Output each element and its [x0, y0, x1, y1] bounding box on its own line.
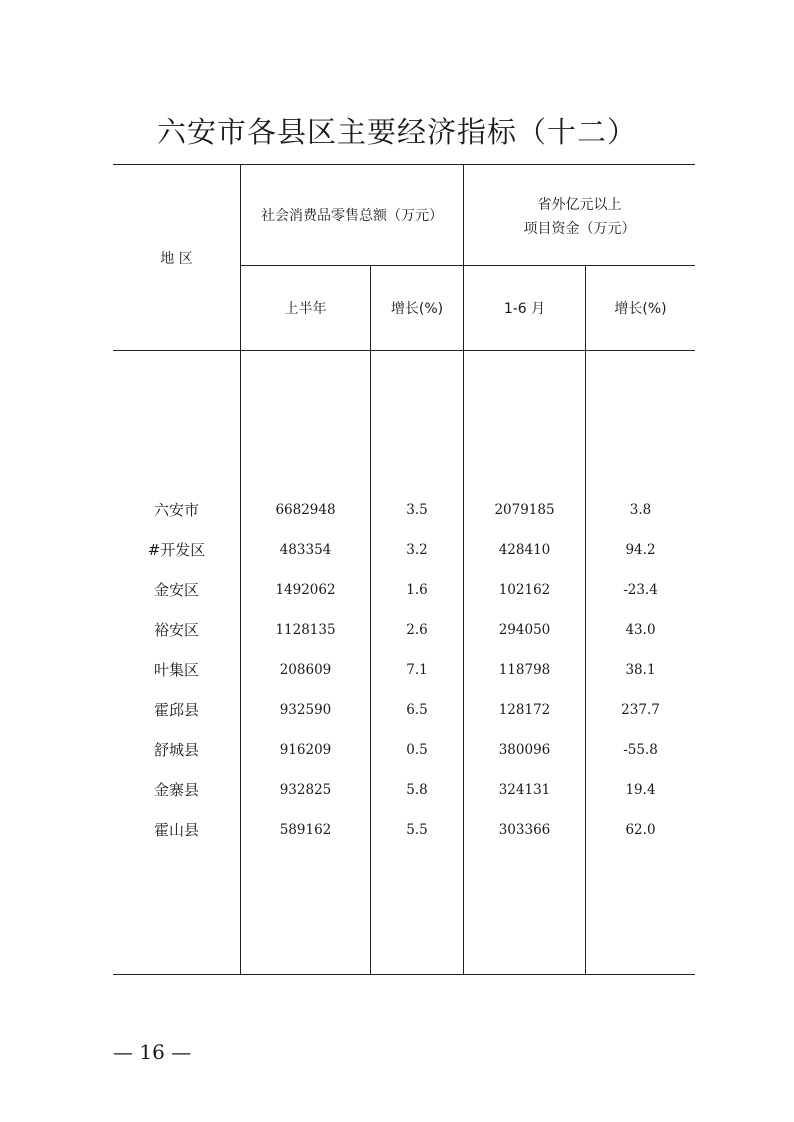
cell-investment: 128172 [498, 702, 551, 718]
cell-investment-growth: -23.4 [623, 582, 658, 598]
cell-investment: 102162 [498, 582, 551, 598]
header-investment-group-line1: 省外亿元以上 [537, 197, 622, 213]
cell-investment-growth: 19.4 [625, 782, 656, 798]
table-bottom-rule [113, 974, 695, 975]
cell-investment-growth: 62.0 [625, 822, 656, 838]
cell-region: 金寨县 [153, 781, 199, 799]
table-top-rule [113, 164, 695, 165]
header-divider-rule [241, 265, 695, 266]
cell-retail: 932590 [279, 702, 332, 718]
cell-retail-growth: 1.6 [406, 582, 428, 598]
header-retail-group: 社会消费品零售总额（万元） [261, 208, 443, 224]
cell-region: 霍山县 [153, 821, 199, 839]
cell-investment: 294050 [498, 622, 551, 638]
cell-investment: 324131 [498, 782, 551, 798]
cell-investment: 2079185 [494, 502, 555, 518]
cell-region: 舒城县 [153, 741, 199, 759]
cell-investment-growth: 43.0 [625, 622, 656, 638]
cell-retail-growth: 7.1 [406, 662, 428, 678]
cell-retail: 1492062 [275, 582, 336, 598]
cell-retail: 1128135 [275, 622, 336, 638]
cell-investment-growth: 94.2 [625, 542, 656, 558]
cell-retail-growth: 5.8 [406, 782, 428, 798]
cell-retail-growth: 6.5 [406, 702, 428, 718]
cell-retail-growth: 5.5 [406, 822, 428, 838]
cell-retail: 483354 [279, 542, 332, 558]
column-divider-3 [463, 164, 464, 975]
cell-region: 裕安区 [153, 621, 199, 639]
cell-retail-growth: 2.6 [406, 622, 428, 638]
cell-retail: 208609 [279, 662, 332, 678]
header-bottom-rule [113, 350, 695, 351]
cell-retail-growth: 0.5 [406, 742, 428, 758]
cell-retail: 932825 [279, 782, 332, 798]
cell-region: 六安市 [153, 501, 199, 519]
header-region: 地 区 [160, 251, 193, 267]
header-retail-value: 上半年 [284, 301, 327, 317]
cell-region: 霍邱县 [153, 701, 199, 719]
cell-retail: 589162 [279, 822, 332, 838]
header-investment-growth: 增长(%) [614, 301, 667, 317]
cell-retail: 916209 [279, 742, 332, 758]
cell-investment: 428410 [498, 542, 551, 558]
column-divider-1 [240, 164, 241, 975]
page-number: — 16 — [113, 1040, 192, 1064]
cell-investment: 303366 [498, 822, 551, 838]
cell-investment-growth: -55.8 [623, 742, 658, 758]
cell-retail-growth: 3.2 [406, 542, 428, 558]
cell-investment-growth: 3.8 [629, 502, 652, 518]
header-investment-value: 1-6 月 [503, 301, 546, 317]
cell-retail: 6682948 [275, 502, 336, 518]
cell-region: 金安区 [153, 581, 199, 599]
header-retail-growth: 增长(%) [390, 301, 444, 317]
cell-investment: 118798 [498, 662, 551, 678]
cell-region: 叶集区 [153, 661, 199, 679]
cell-investment-growth: 237.7 [621, 702, 660, 718]
cell-investment-growth: 38.1 [625, 662, 656, 678]
cell-region: #开发区 [147, 541, 206, 559]
header-investment-group-line2: 项目资金（万元） [523, 221, 636, 237]
page-title: 六安市各县区主要经济指标（十二） [156, 115, 637, 149]
cell-retail-growth: 3.5 [406, 502, 428, 518]
cell-investment: 380096 [498, 742, 551, 758]
